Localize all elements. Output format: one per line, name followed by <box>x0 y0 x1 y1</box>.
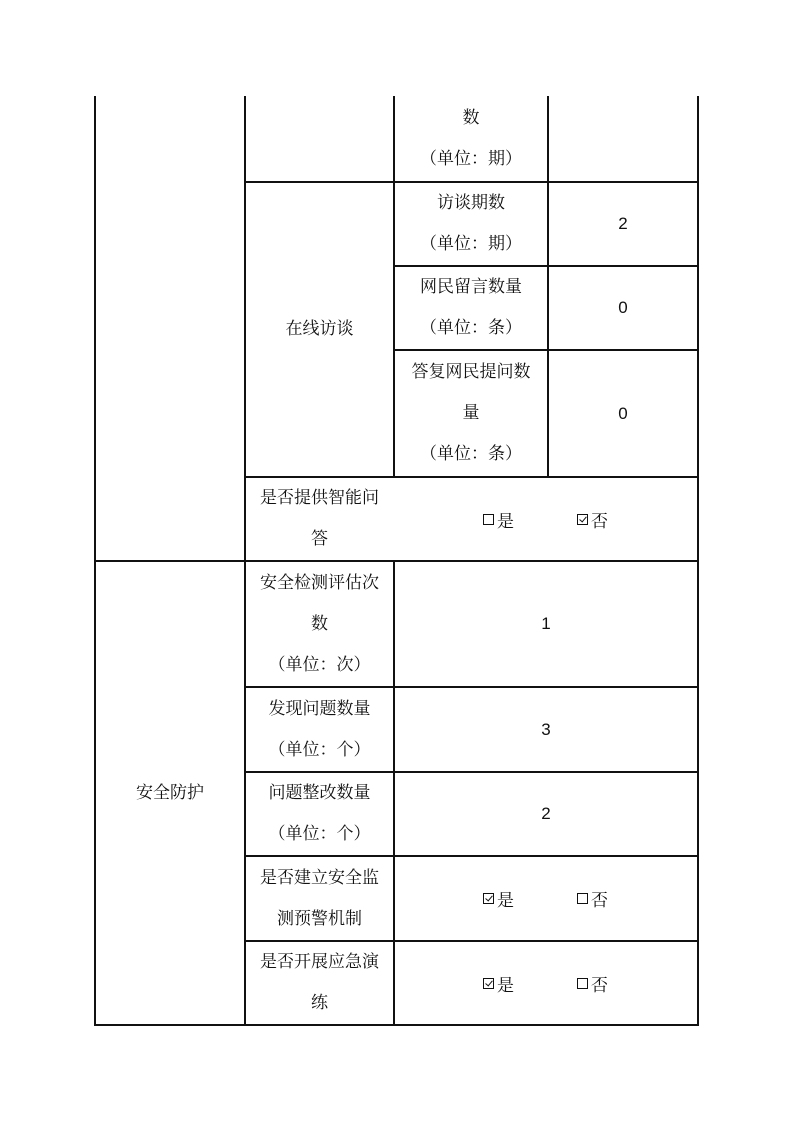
grid-line <box>94 1024 699 1026</box>
checkbox-icon[interactable] <box>483 514 494 525</box>
continued-cell <box>395 96 547 181</box>
monitoring-mechanism-label: 是否建立安全监 测预警机制 <box>260 867 379 929</box>
monitoring-no-option[interactable]: 否 <box>577 886 608 911</box>
drill-yes-option[interactable]: 是 <box>483 971 514 996</box>
netizen-messages-label: 网民留言数量 （单位：条） <box>420 277 522 338</box>
interview-sessions-label: 访谈期数 （单位：期） <box>420 193 522 254</box>
security-assessments-value: 1 <box>541 614 551 633</box>
emergency-drill-label: 是否开展应急演 练 <box>260 952 379 1013</box>
answered-questions-label: 答复网民提问数 量 （单位：条） <box>411 362 531 464</box>
security-label: 安全防护 <box>136 782 204 803</box>
drill-no-option[interactable]: 否 <box>577 971 608 996</box>
continued-unit: （单位：期） <box>420 148 522 169</box>
monitoring-mechanism-options <box>395 857 697 940</box>
security-assessments-label: 安全检测评估次 数 （单位：次） <box>260 572 379 675</box>
issues-fixed-value: 2 <box>541 804 551 823</box>
online-interview-label: 在线访谈 <box>285 319 354 339</box>
emergency-drill-options <box>395 942 697 1024</box>
interview-sessions-value: 2 <box>618 214 628 233</box>
checkbox-checked-icon[interactable] <box>483 893 494 904</box>
checkbox-icon[interactable] <box>577 978 588 989</box>
netizen-messages-value: 0 <box>618 298 628 317</box>
continued-tail: 数 <box>462 107 480 128</box>
issues-found-value: 3 <box>541 719 551 739</box>
smart-qa-label: 是否提供智能问 答 <box>260 488 379 549</box>
checkbox-checked-icon[interactable] <box>483 978 494 989</box>
checkbox-icon[interactable] <box>577 893 588 904</box>
smart-qa-yes-option[interactable]: 是 <box>483 507 514 532</box>
checkbox-checked-icon[interactable] <box>577 514 588 525</box>
smart-qa-options <box>395 478 697 560</box>
issues-found-label: 发现问题数量 （单位：个） <box>268 698 371 760</box>
issues-fixed-label: 问题整改数量 （单位：个） <box>268 783 371 844</box>
answered-questions-value: 0 <box>618 403 628 423</box>
monitoring-yes-option[interactable]: 是 <box>483 886 514 911</box>
smart-qa-no-option[interactable]: 否 <box>577 507 608 532</box>
